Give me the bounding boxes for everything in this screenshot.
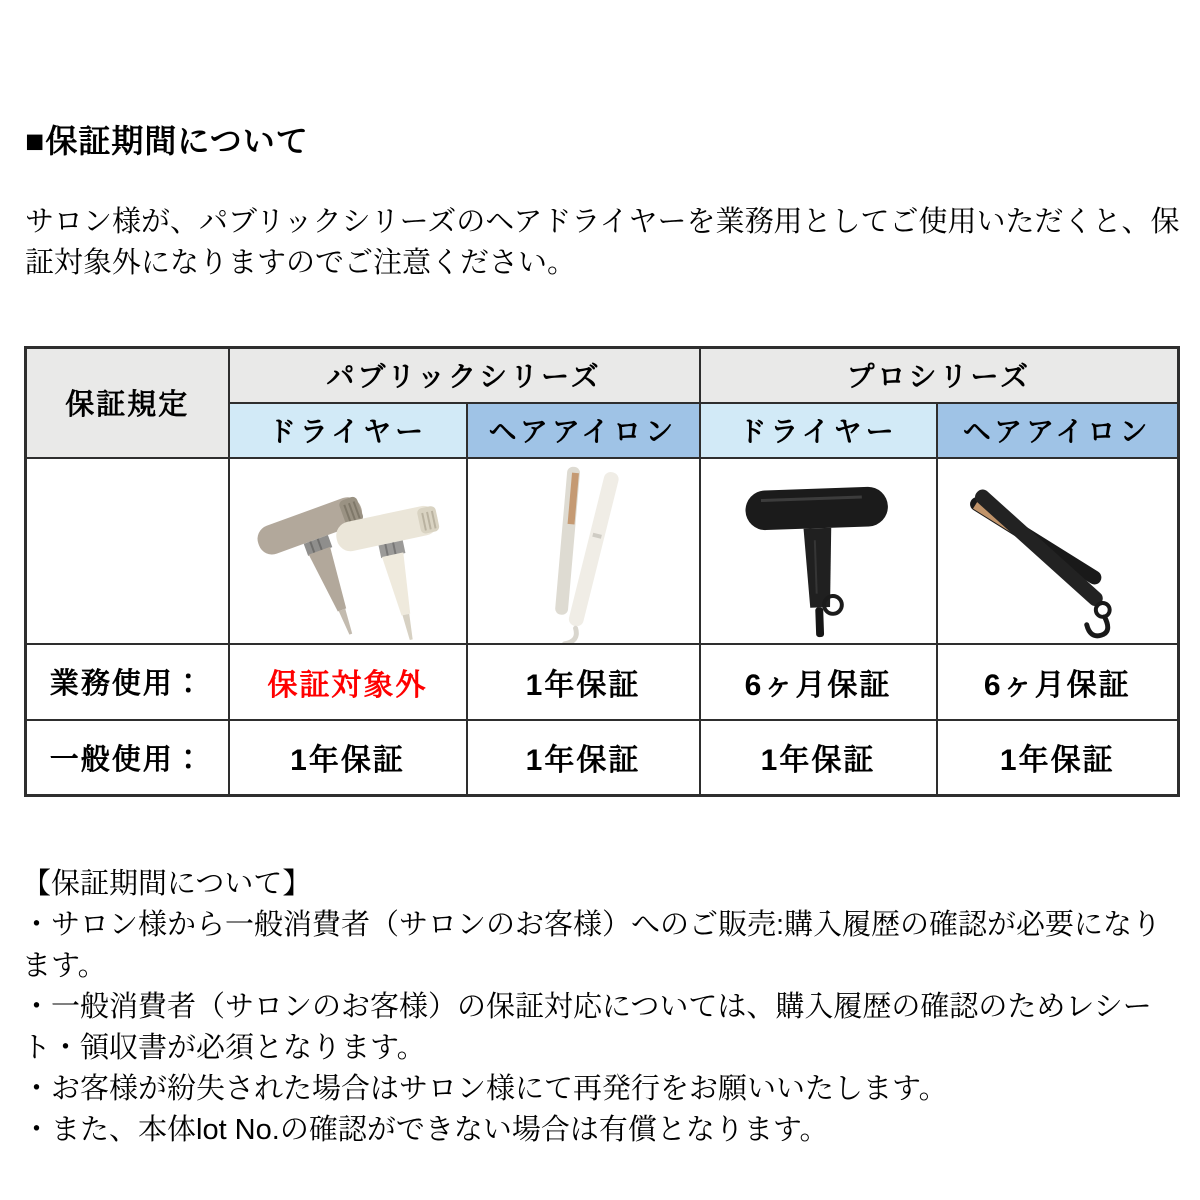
business-pro-dryer-value: 6ヶ月保証 [700, 644, 937, 720]
corner-header-cell: 保証規定 [26, 348, 229, 458]
business-pro-iron-value: 6ヶ月保証 [937, 644, 1179, 720]
intro-paragraph: サロン様が、パブリックシリーズのヘアドライヤーを業務用としてご使用いただくと、保証対象外になりますのでご注意ください。 [25, 206, 1180, 279]
general-pro-iron-value: 1年保証 [937, 720, 1179, 796]
pro-series-header: プロシリーズ [700, 348, 1179, 403]
note-item: ・サロン様から一般消費者（サロンのお客様）へのご販売:購入履歴の確認が必要になります。 [22, 909, 1162, 982]
public-dryer-cell [229, 458, 467, 644]
series-header-row [26, 348, 1179, 403]
pro-dryer-header: ドライヤー [700, 403, 937, 458]
pro-iron-header: ヘアアイロン [937, 403, 1179, 458]
pro-series-hair-iron-photo [938, 459, 1177, 643]
warranty-notes [22, 864, 1187, 1151]
empty-cell [26, 458, 229, 644]
general-pro-dryer-value: 1年保証 [700, 720, 937, 796]
note-item: ・一般消費者（サロンのお客様）の保証対応については、購入履歴の確認のためレシート・領収書が必須となります。 [22, 991, 1152, 1064]
public-dryer-header: ドライヤー [229, 403, 467, 458]
business-use-label: 業務使用： [26, 644, 229, 720]
public-series-dryer-photo [230, 459, 466, 643]
page-title: ■保証期間について [25, 123, 309, 159]
pro-series-dryer-photo [701, 459, 936, 643]
business-public-dryer-value: 保証対象外 [229, 644, 467, 720]
general-public-iron-value: 1年保証 [467, 720, 700, 796]
pro-iron-cell [937, 458, 1179, 644]
product-image-row [26, 458, 1179, 644]
note-item: ・また、本体lot No.の確認ができない場合は有償となります。 [22, 1114, 829, 1146]
general-public-dryer-value: 1年保証 [229, 720, 467, 796]
public-series-hair-iron-photo [468, 459, 699, 643]
public-iron-header: ヘアアイロン [467, 403, 700, 458]
public-series-header: パブリックシリーズ [229, 348, 700, 403]
warranty-table [24, 346, 1180, 797]
notes-heading: 【保証期間について】 [22, 868, 312, 900]
business-public-iron-value: 1年保証 [467, 644, 700, 720]
business-use-row [26, 644, 1179, 720]
general-use-label: 一般使用： [26, 720, 229, 796]
public-iron-cell [467, 458, 700, 644]
general-use-row [26, 720, 1179, 796]
note-item: ・お客様が紛失された場合はサロン様にて再発行をお願いいたします。 [22, 1073, 948, 1105]
pro-dryer-cell [700, 458, 937, 644]
